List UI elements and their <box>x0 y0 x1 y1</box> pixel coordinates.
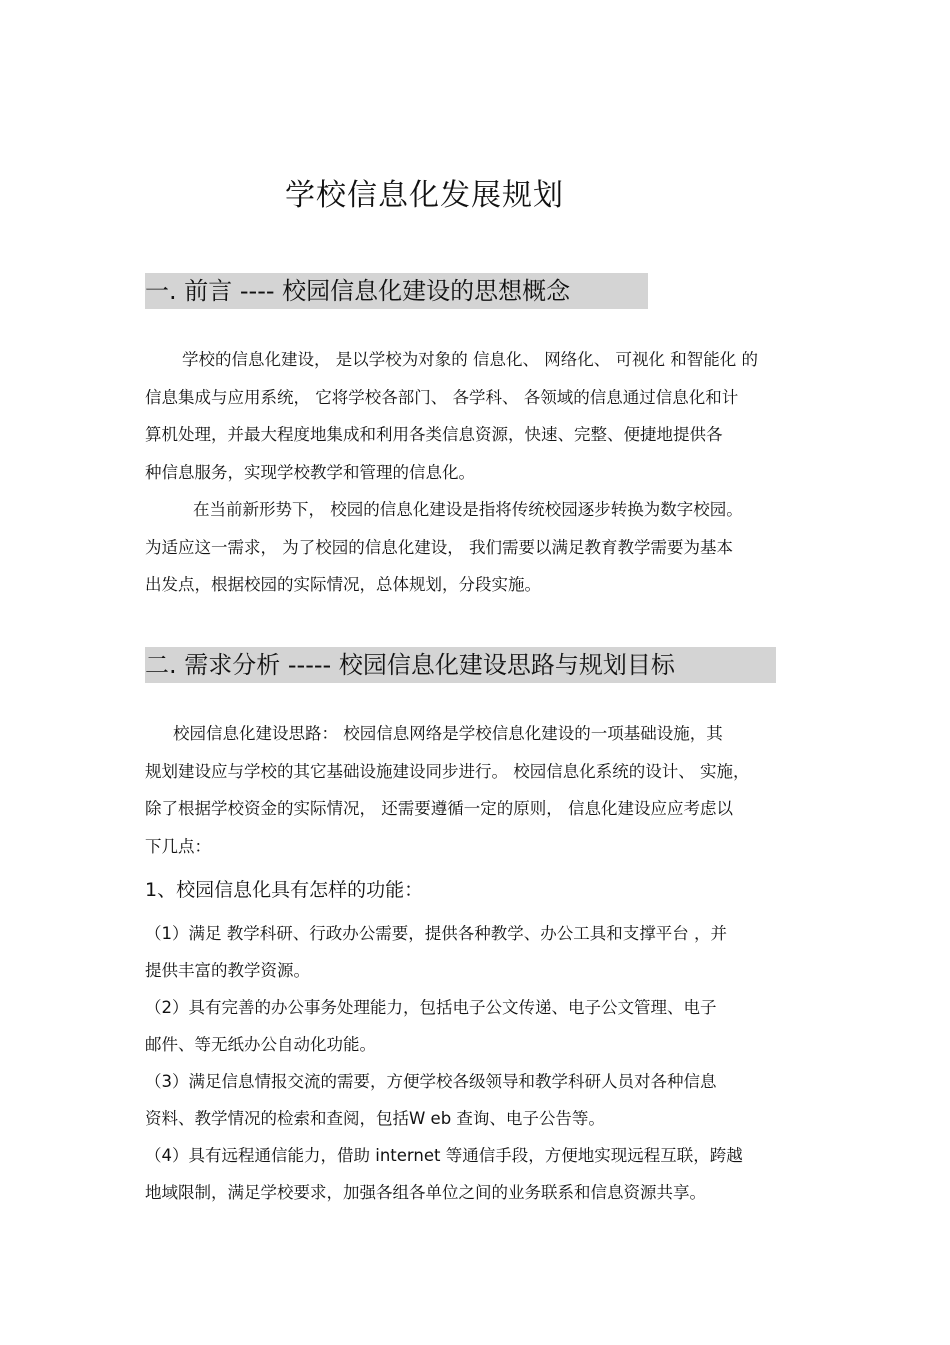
text-line: 出发点，根据校园的实际情况，总体规划，分段实施。 <box>145 575 541 594</box>
text-line: 信息集成与应用系统， 它将学校各部门、 各学科、 各领域的信息通过信息化和计 <box>145 387 739 407</box>
text-line: 为适应这一需求， 为了校园的信息化建设， 我们需要以满足教育教学需要为基本 <box>145 537 733 557</box>
text-line: 下几点： <box>145 836 211 856</box>
list-item-continuation: 资料、教学情况的检索和查阅，包括W eb 查询、电子公告等。 <box>145 1109 605 1128</box>
section-2-subheading: 1、校园信息化具有怎样的功能： <box>145 879 424 901</box>
text-line: 校园信息化建设思路： 校园信息网络是学校信息化建设的一项基础设施，其 <box>173 724 723 743</box>
text-line: 在当前新形势下， 校园的信息化建设是指将传统校园逐步转换为数字校园。 <box>193 500 743 519</box>
text-line: 除了根据学校资金的实际情况， 还需要遵循一定的原则， 信息化建设应应考虑以 <box>145 799 733 818</box>
text-line: 学校的信息化建设， 是以学校为对象的 信息化、 网络化、 可视化 和智能化 的 <box>182 350 758 369</box>
section-1-paragraph-2 <box>145 491 825 604</box>
function-list <box>145 915 835 1211</box>
text-line: 规划建设应与学校的其它基础设施建设同步进行。 校园信息化系统的设计、 实施， <box>145 761 750 781</box>
list-item-continuation: 提供丰富的教学资源。 <box>145 961 310 980</box>
list-item: （1）满足 教学科研、行政办公需要，提供各种教学、办公工具和支撑平台 ，并 <box>145 924 727 943</box>
text-line: 种信息服务，实现学校教学和管理的信息化。 <box>145 462 475 482</box>
document-title: 学校信息化发展规划 <box>285 178 564 213</box>
list-item: （2）具有完善的办公事务处理能力，包括电子公文传递、电子公文管理、电子 <box>145 998 717 1017</box>
section-1-paragraph-1 <box>145 341 825 491</box>
section-2-paragraph-1 <box>145 715 825 865</box>
list-item: （3）满足信息情报交流的需要，方便学校各级领导和教学科研人员对各种信息 <box>145 1072 717 1091</box>
section-1-heading: 一. 前言 ---- 校园信息化建设的思想概念 <box>145 273 648 309</box>
text-line: 算机处理，并最大程度地集成和利用各类信息资源，快速、完整、便捷地提供各 <box>145 425 723 444</box>
list-item: （4）具有远程通信能力，借助 internet 等通信手段，方便地实现远程互联，跨越 <box>145 1146 743 1165</box>
list-item-continuation: 邮件、等无纸办公自动化功能。 <box>145 1035 376 1054</box>
section-2-heading: 二. 需求分析 ----- 校园信息化建设思路与规划目标 <box>145 647 776 683</box>
list-item-continuation: 地域限制，满足学校要求，加强各组各单位之间的业务联系和信息资源共享。 <box>145 1183 706 1202</box>
